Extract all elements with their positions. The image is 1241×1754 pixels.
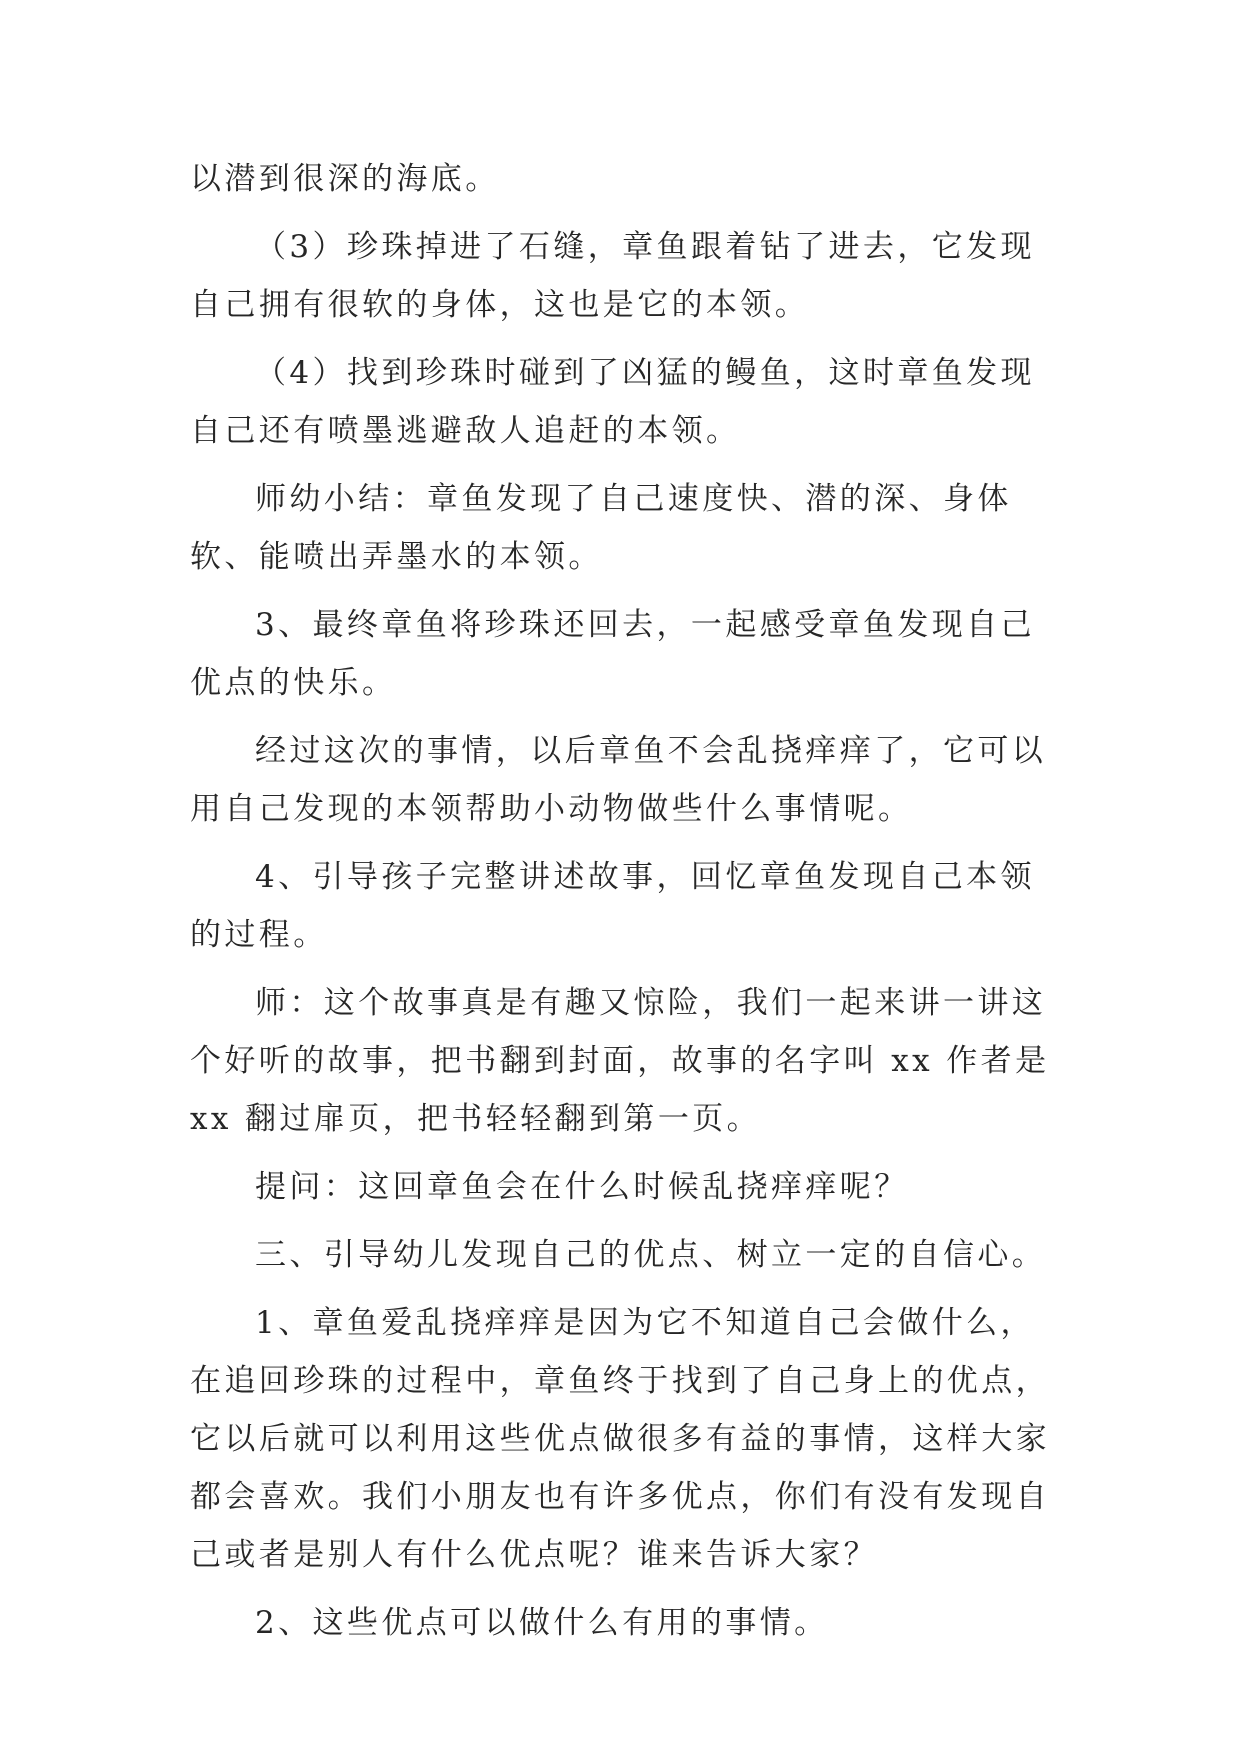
paragraph: 1、章鱼爱乱挠痒痒是因为它不知道自己会做什么，在追回珍珠的过程中，章鱼终于找到了自己身上的优点，它以后就可以利用这些优点做很多有益的事情，这样大家都会喜欢。我们小朋友也有许多优点，你们有没有发现自己或者是别人有什么优点呢？谁来告诉大家？: [190, 1305, 1050, 1573]
paragraph: （4）找到珍珠时碰到了凶猛的鳗鱼，这时章鱼发现自己还有喷墨逃避敌人追赶的本领。: [190, 355, 1035, 449]
document-body: [190, 150, 1060, 1662]
paragraph: 经过这次的事情，以后章鱼不会乱挠痒痒了，它可以用自己发现的本领帮助小动物做些什么事情呢。: [190, 733, 1047, 827]
paragraph: 以潜到很深的海底。: [190, 161, 500, 197]
paragraph: 2、这些优点可以做什么有用的事情。: [255, 1605, 829, 1641]
paragraph: 4、引导孩子完整讲述故事，回忆章鱼发现自己本领的过程。: [190, 859, 1035, 953]
question-paragraph: 提问：这回章鱼会在什么时候乱挠痒痒呢？: [255, 1169, 909, 1205]
section-heading: 三、引导幼儿发现自己的优点、树立一定的自信心。: [255, 1237, 1047, 1273]
paragraph: 师：这个故事真是有趣又惊险，我们一起来讲一讲这个好听的故事，把书翻到封面，故事的名字叫 xx 作者是 xx 翻过扉页，把书轻轻翻到第一页。: [190, 985, 1050, 1137]
paragraph: 3、最终章鱼将珍珠还回去，一起感受章鱼发现自己优点的快乐。: [190, 607, 1035, 701]
paragraph: （3）珍珠掉进了石缝，章鱼跟着钻了进去，它发现自己拥有很软的身体，这也是它的本领。: [190, 229, 1035, 323]
summary-paragraph: 师幼小结：章鱼发现了自己速度快、潜的深、身体软、能喷出弄墨水的本领。: [190, 481, 1012, 575]
